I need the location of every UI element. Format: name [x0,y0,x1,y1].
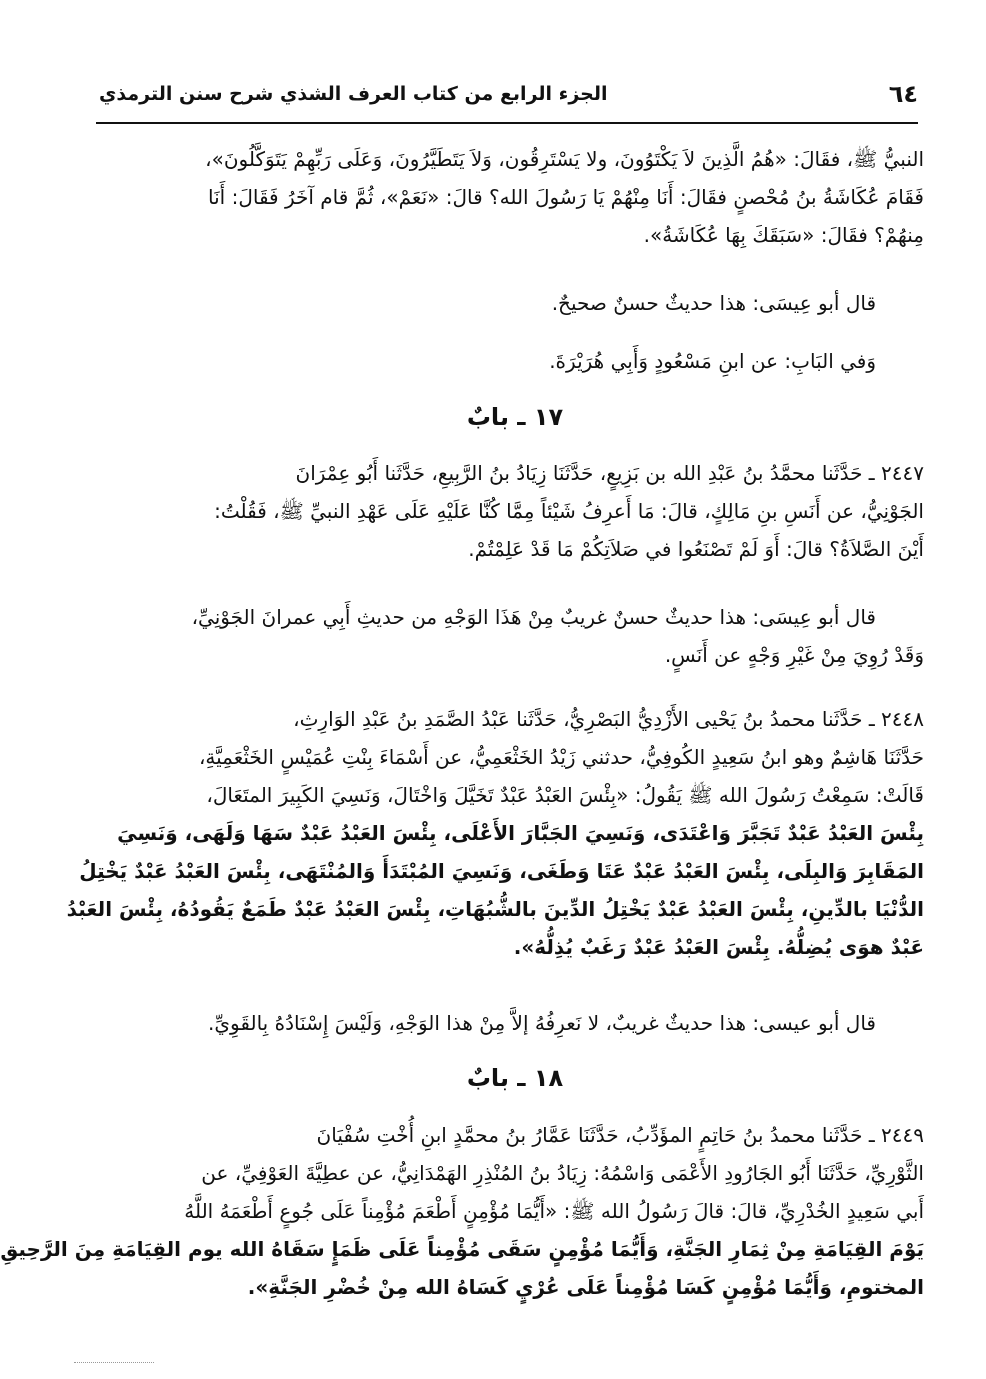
text-line: وَفي البَابِ: عن ابنِ مَسْعُودٍ وَأَبِي هُرَيْرَةَ. [549,349,876,373]
text-line: قال أبو عِيسَى: هذا حديثٌ حسنٌ صحيحٌ. [551,291,876,315]
text-line: وَقَدْ رُوِيَ مِنْ غَيْرِ وَجْهٍ عن أَنَسٍ. [664,643,924,667]
text-line: أَيْنَ الصَّلاَةُ؟ قالَ: أَوَ لَمْ تَصْنَعُوا في صَلاَتِكُمْ مَا قَدْ عَلِمْتُمْ. [468,537,924,561]
page-number: ٦٤ [888,80,918,108]
text-line: حَدَّثَنَا هَاشِمٌ وهو ابنُ سَعِيدٍ الكُوفِيُّ، حدثني زَيْدُ الخَثْعَمِيُّ، عن أَسْمَاءَ بِنْتِ عُمَيْسٍ الخَثْعَمِيَّةِ، [198,745,924,769]
paragraph-hadith-2448 [66,700,924,966]
paragraph-hadith-continuation [104,140,924,254]
chapter-heading-17: ١٧ ـ بابٌ [466,403,564,431]
text-line: أَبي سَعِيدٍ الخُدْرِيِّ، قالَ: قالَ رَسُولُ الله ﷺ: «أَيُّمَا مُؤْمِنٍ أَطْعَمَ مُؤْمِناً عَلَى جُوعٍ أَطْعَمَهُ اللَّهُ [184,1199,924,1223]
text-line: قَالَتْ: سَمِعْتُ رَسُولَ الله ﷺ يَقُولُ: «بِئْسَ العَبْدُ عَبْدٌ تَخَيَّلَ وَاخْتَالَ، وَنَسِيَ الكَبِيرَ المتَعَالَ، [206,783,924,807]
text-line: قال أبو عِيسَى: هذا حديثٌ حسنٌ غريبٌ مِنْ هَذَا الوَجْهِ من حديثِ أَبِي عمرانَ الجَوْنِيِّ، [191,605,876,629]
paragraph-abu-isa-comment [104,1004,876,1042]
text-line: ٢٤٤٨ ـ حَدَّثَنا محمدُ بنُ يَحْيى الأَزْدِيُّ البَصْرِيُّ، حَدَّثَنا عَبْدُ الصَّمَدِ بنُ عَبْدِ الوَارِثِ، [293,707,924,731]
paragraph-abu-isa-comment [104,598,924,674]
paragraph-hadith-2449 [0,1116,924,1306]
text-line: الثَّوْرِيِّ، حَدَّثَنَا أَبُو الجَارُودِ الأَعْمَى وَاسْمُهُ: زِيَادُ بنُ المُنْذِرِ الهَمْدَانِيُّ، عن عطِيَّةَ العَوْفِيِّ، عن [201,1161,924,1185]
chapter-heading-18: ١٨ ـ بابٌ [466,1064,564,1092]
text-line: المختومِ، وَأَيُّمَا مُؤْمِنٍ كَسَا مُؤْمِناً عَلَى عُرْيٍ كَسَاهُ الله مِنْ خُضْرِ الجَنَّةِ». [247,1275,924,1299]
running-title: الجزء الرابع من كتاب العرف الشذي شرح سنن الترمذي [99,83,608,105]
text-line: المَقَابِرَ وَالبِلَى، بِئْسَ العَبْدُ عَبْدٌ عَتَا وَطَغَى، وَنَسِيَ المُبْتَدَأَ وَالمُنْتَهَى، بِئْسَ العَبْدُ عَبْدٌ يَخْتِلُ [79,859,924,883]
text-line: فَقَامَ عُكَاشَةُ بنُ مُحْصنٍ فقَالَ: أَنَا مِنْهُمْ يَا رَسُولَ الله؟ قالَ: «نَعَمْ»، ثُمَّ قام آخَرُ فَقَالَ: أَنَا [208,185,924,209]
paragraph-abu-isa-comment [104,284,876,322]
text-line: النبيُّ ﷺ، فقَالَ: «هُمُ الَّذِينَ لاَ يَكْتَوُونَ، ولا يَسْتَرِقُون، وَلاَ يَتَطَيَّرُونَ، وَعَلَى رَبِّهِمْ يَتَوَكَّلُونَ»، [205,147,924,171]
text-line: مِنهُمْ؟ فقَالَ: «سَبَقَكَ بِهَا عُكَاشَةُ». [643,223,924,247]
scan-speck [74,1362,154,1365]
text-line: الجَوْنِيُّ، عن أَنَسِ بنِ مَالِكٍ، قالَ: مَا أَعرِفُ شَيْئاً مِمَّا كُنَّا عَلَيْهِ عَلَى عَهْدِ النبيِّ ﷺ، فَقُلْتُ: [214,499,924,523]
paragraph-hadith-2447 [104,454,924,568]
paragraph-fil-bab [104,342,876,380]
text-line: الدُّنْيَا بالدِّينِ، بِئْسَ العَبْدُ عَبْدٌ يَخْتِلُ الدِّينَ بالشُّبُهَاتِ، بِئْسَ العَبْدُ عَبْدٌ طَمَعٌ يَقُودُهُ، بِئْسَ العَبْدُ [66,897,924,921]
text-line: ٢٤٤٩ ـ حَدَّثَنا محمدُ بنُ حَاتِمٍ المؤَدِّبُ، حَدَّثَنَا عَمَّارُ بنُ محمَّدٍ ابنِ أُخْتِ سُفْيَانَ [316,1123,924,1147]
text-line: عَبْدٌ هوَى يُضِلُّهُ. بِئْسَ العَبْدُ عَبْدٌ رَغَبٌ يُذِلُّهُ». [513,935,924,959]
text-line: بِئْسَ العَبْدُ عَبْدٌ تَجَبَّرَ وَاعْتَدَى، وَنَسِيَ الجَبَّارَ الأَعْلَى، بِئْسَ العَبْدُ عَبْدٌ سَهَا وَلَهَى، وَنَسِيَ [117,821,924,845]
running-head [99,74,918,114]
header-rule [96,122,918,124]
text-line: ٢٤٤٧ ـ حَدَّثَنا محمَّدُ بنُ عَبْدِ الله بن بَزِيعٍ، حَدَّثَنَا زِيَادُ بنُ الرَّبِيعِ، حَدَّثَنا أَبُو عِمْرَانَ [295,461,924,485]
text-line: قال أبو عيسى: هذا حديثٌ غريبٌ، لا نَعرِفُهُ إلاَّ مِنْ هذا الوَجْهِ، وَلَيْسَ إِسْنَادُهُ بِالقَوِيِّ. [208,1011,876,1035]
text-line: يَوْمَ القِيَامَةِ مِنْ ثِمَارِ الجَنَّةِ، وَأَيُّمَا مُؤْمِنٍ سَقَى مُؤْمِناً عَلَى ظَمَإٍ سَقَاهُ الله يوم القِيَامَةِ مِنَ الرَّحِيقِ [0,1237,924,1261]
